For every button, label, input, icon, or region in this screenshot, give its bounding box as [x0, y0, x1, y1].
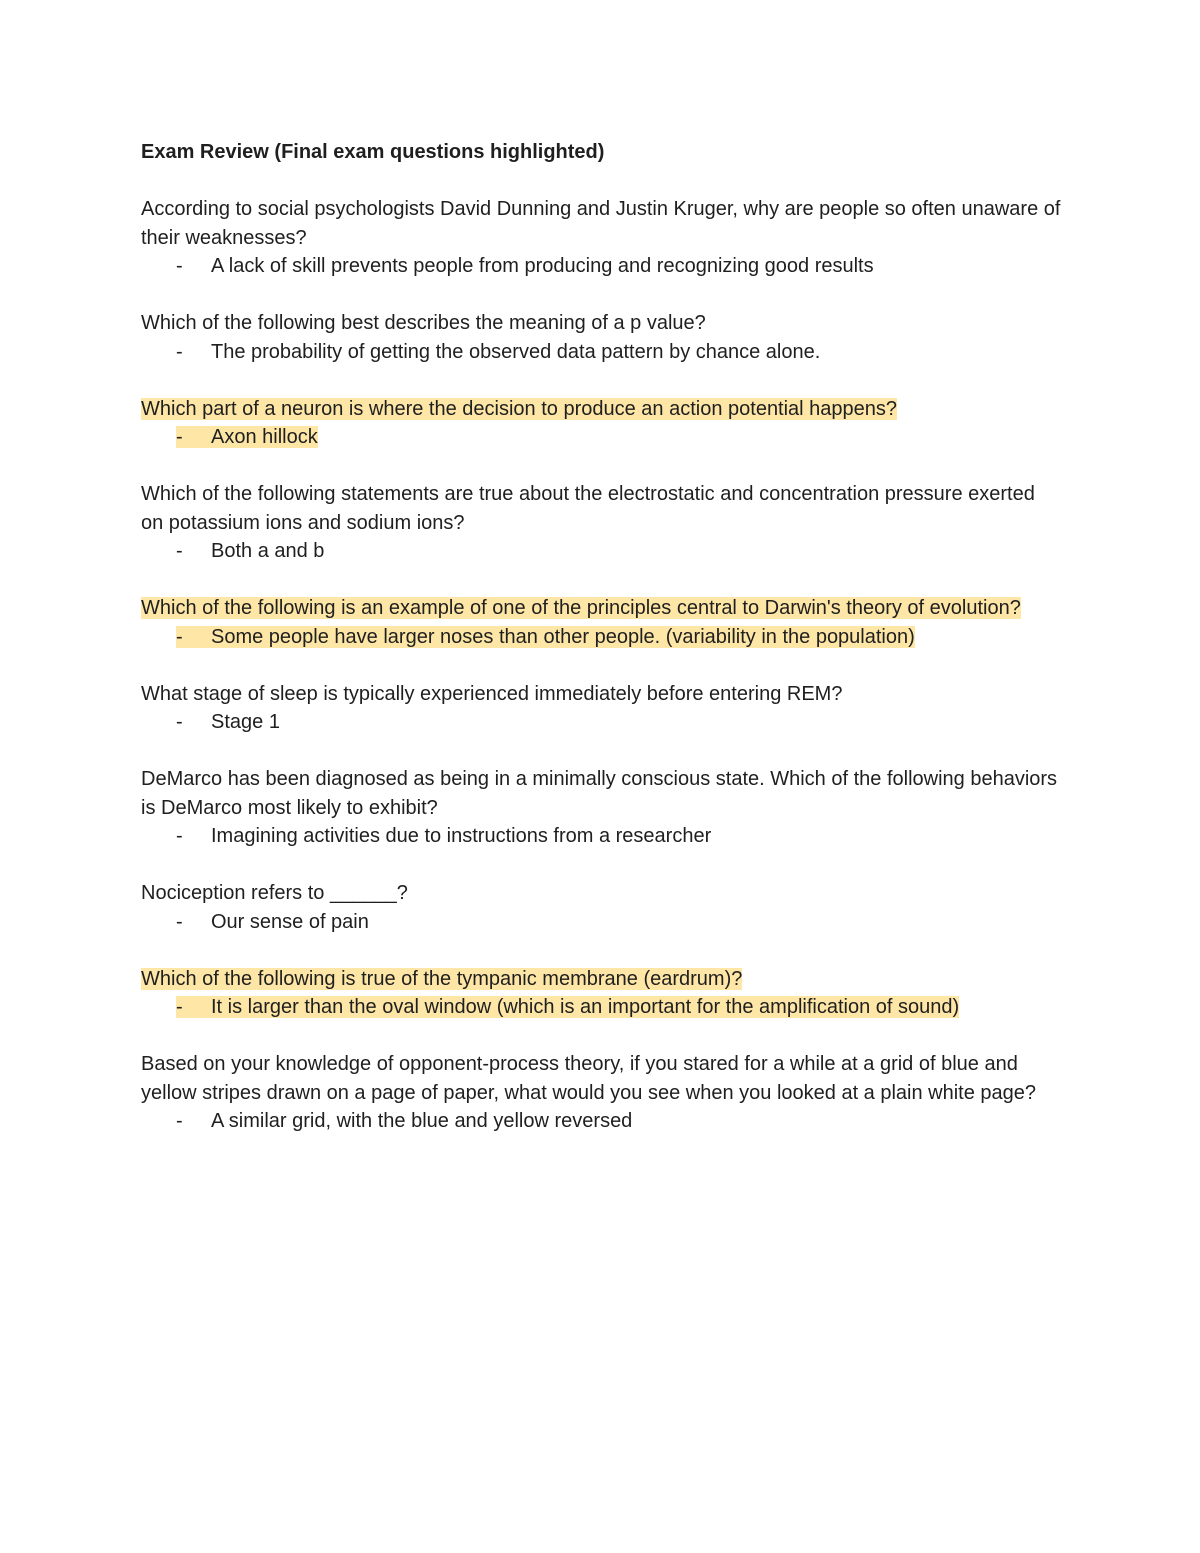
question-text: Which part of a neuron is where the decision to produce an action potential happens?: [141, 397, 898, 420]
qa-item-2: [141, 309, 1061, 366]
qa-item-4: [141, 480, 1061, 566]
qa-item-1: [141, 195, 1061, 281]
bullet-dash: -: [176, 540, 183, 562]
qa-item-3-highlighted: [141, 395, 1061, 452]
question-text: Based on your knowledge of opponent-process theory, if you stared for a while at a grid of blue and yellow stripes drawn on a page of paper, what would you see when you looked at a plain white page?: [141, 1053, 1037, 1104]
answer-text: - A lack of skill prevents people from producing and recognizing good results: [141, 252, 1061, 281]
document-title: Exam Review (Final exam questions highlighted): [141, 141, 605, 163]
answer-text: - Some people have larger noses than other people. (variability in the population): [141, 623, 1061, 652]
answer-text: - Our sense of pain: [141, 908, 1061, 937]
question-text: What stage of sleep is typically experienced immediately before entering REM?: [141, 682, 843, 705]
qa-item-9-highlighted: [141, 965, 1061, 1022]
question-text: Nociception refers to ______?: [141, 882, 408, 904]
bullet-dash: -: [176, 1110, 183, 1132]
answer-text: - Both a and b: [141, 537, 1061, 566]
qa-item-6: [141, 680, 1061, 737]
bullet-dash: -: [176, 255, 183, 277]
qa-item-7: [141, 765, 1061, 851]
answer-text: - A similar grid, with the blue and yellow reversed: [141, 1107, 1061, 1136]
document-page: [141, 138, 1061, 1164]
answer-text: - Imagining activities due to instructions from a researcher: [141, 822, 1061, 851]
question-text: DeMarco has been diagnosed as being in a minimally conscious state. Which of the following behaviors is DeMarco most likely to exhibit?: [141, 768, 1058, 819]
question-text: Which of the following is an example of one of the principles central to Darwin's theory of evolution?: [141, 597, 1021, 619]
bullet-dash: -: [176, 625, 183, 648]
qa-item-5-highlighted: [141, 594, 1061, 651]
answer-text: - Stage 1: [141, 708, 1061, 737]
question-text: Which of the following is true of the tympanic membrane (eardrum)?: [141, 967, 743, 990]
bullet-dash: -: [176, 910, 183, 933]
bullet-dash: -: [176, 711, 183, 733]
answer-text: - It is larger than the oval window (which is an important for the amplification of sound): [141, 993, 1061, 1022]
bullet-dash: -: [176, 340, 183, 363]
question-text: Which of the following statements are true about the electrostatic and concentration pressure exerted on potassium ions and sodium ions?: [141, 483, 1035, 534]
question-text: According to social psychologists David Dunning and Justin Kruger, why are people so often unaware of their weaknesses?: [141, 198, 1061, 249]
qa-item-10: [141, 1050, 1061, 1136]
bullet-dash: -: [176, 825, 183, 847]
question-text: Which of the following best describes the meaning of a p value?: [141, 312, 706, 334]
answer-text: - Axon hillock: [141, 423, 1061, 452]
bullet-dash: -: [176, 426, 183, 448]
qa-item-8: [141, 879, 1061, 936]
bullet-dash: -: [176, 996, 183, 1018]
answer-text: - The probability of getting the observed data pattern by chance alone.: [141, 338, 1061, 367]
